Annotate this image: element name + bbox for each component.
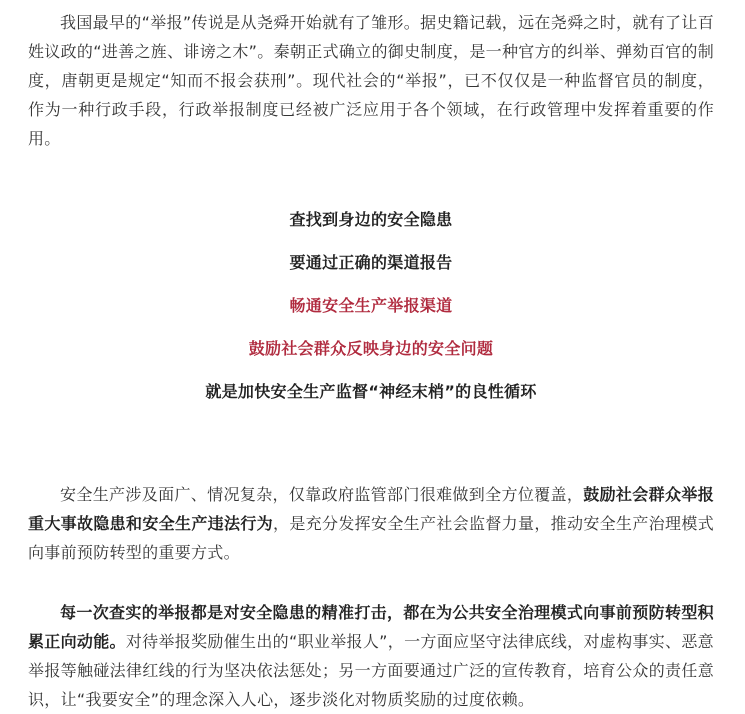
paragraph-supervision-emphasis: 鼓励社会群众举报重大事故隐患和安全生产违法行为 xyxy=(28,485,714,533)
highlight-line-1: 查找到身边的安全隐患 xyxy=(289,210,453,229)
paragraph-supervision xyxy=(28,480,714,567)
highlight-line-5: 就是加快安全生产监督“神经末梢”的良性循环 xyxy=(205,382,537,401)
paragraph-supervision-text-2: ，是充分发挥安全生产社会监督力量，推动安全生产治理模式向事前预防转型的重要方式。 xyxy=(28,514,714,562)
highlight-line-4: 鼓励社会群众反映身边的安全问题 xyxy=(248,339,494,358)
paragraph-history: 我国最早的“举报”传说是从尧舜开始就有了雏形。据史籍记载，远在尧舜之时，就有了让百姓议政的“进善之旌、诽谤之木”。秦朝正式确立的御史制度，是一种官方的纠举、弹劾百官的制度，唐朝更是规定“知而不报会获刑”。现代社会的“举报”，已不仅仅是一种监督官员的制度，作为一种行政手段，行政举报制度已经被广泛应用于各个领域，在行政管理中发挥着重要的作用。 xyxy=(28,13,714,148)
article xyxy=(28,8,714,714)
paragraph-reporting xyxy=(28,598,714,714)
paragraph-supervision-text-1: 安全生产涉及面广、情况复杂，仅靠政府监管部门很难做到全方位覆盖， xyxy=(60,485,584,504)
paragraph-reporting-emphasis: 每一次查实的举报都是对安全隐患的精准打击，都在为公共安全治理模式向事前预防转型积累正向动能。 xyxy=(28,603,714,651)
highlight-line-3: 畅通安全生产举报渠道 xyxy=(289,296,453,315)
highlight-line-2: 要通过正确的渠道报告 xyxy=(289,253,453,272)
highlight-block xyxy=(28,209,714,424)
paragraph-reporting-text: 对待举报奖励催生出的“职业举报人”，一方面应坚守法律底线，对虚构事实、恶意举报等触碰法律红线的行为坚决依法惩处；另一方面要通过广泛的宣传教育，培育公众的责任意识，让“我要安全”的理念深入人心，逐步淡化对物质奖励的过度依赖。 xyxy=(28,632,714,709)
